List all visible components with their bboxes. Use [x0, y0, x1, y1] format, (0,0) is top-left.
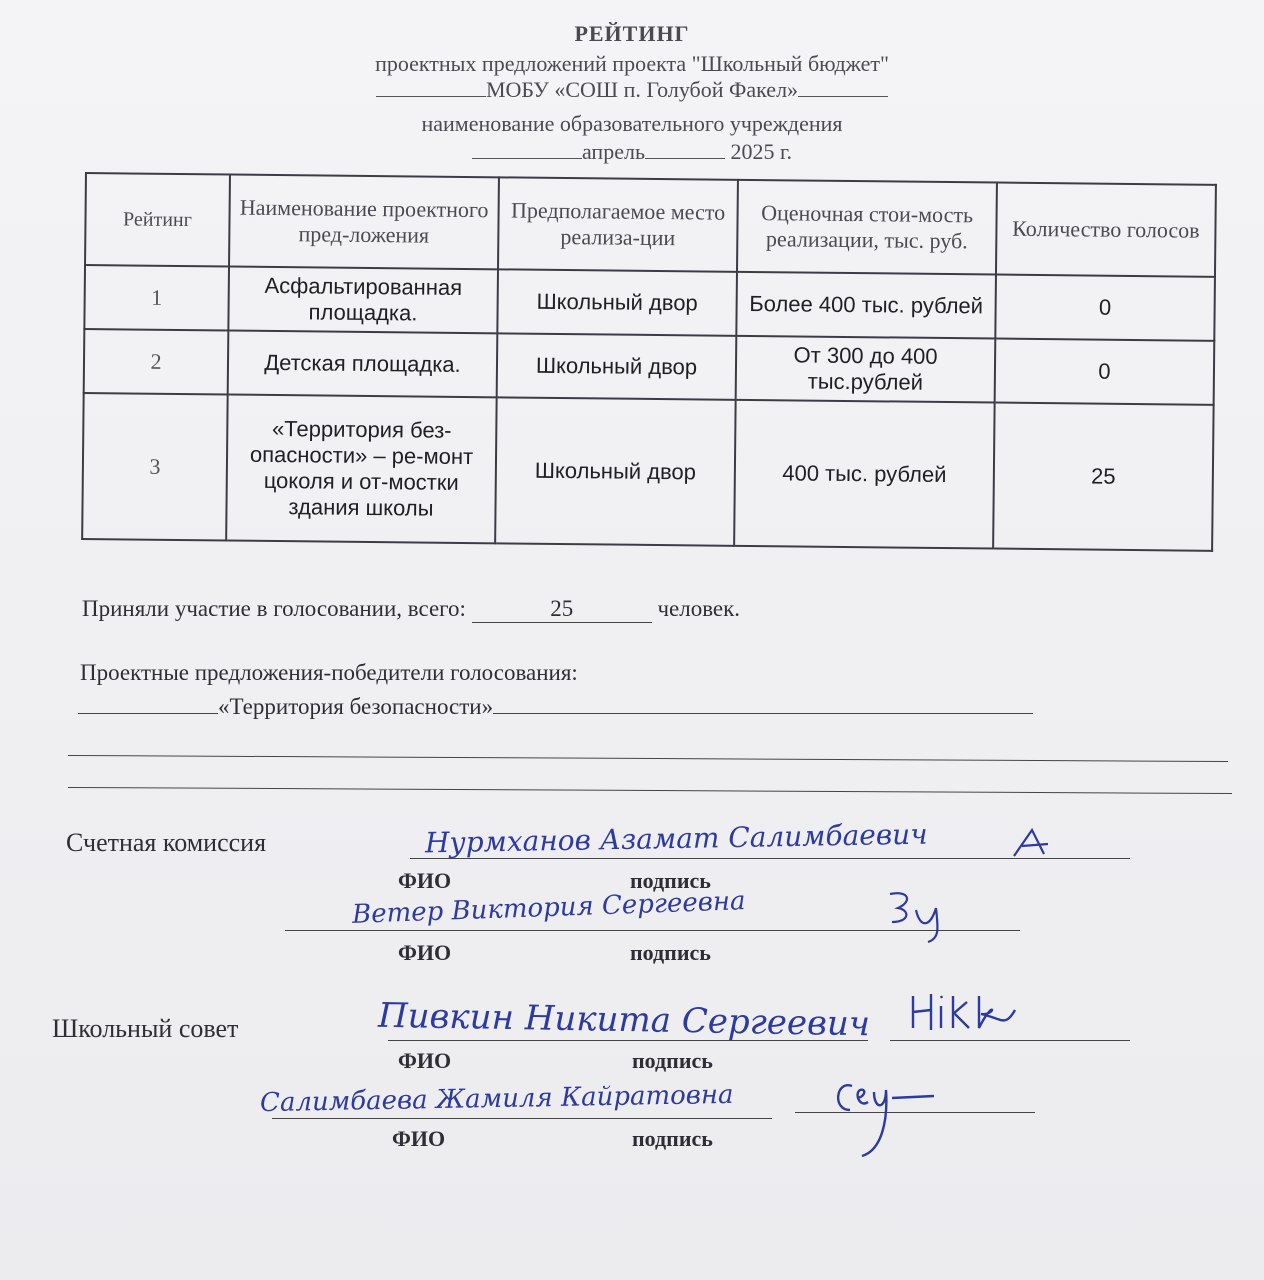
institution-line [0, 78, 1264, 102]
blank-left [472, 140, 582, 159]
commission-member-1-name: Нурмханов Азамат Салимбаевич [424, 817, 928, 860]
date-line [0, 140, 1264, 164]
table-header-row [85, 173, 1216, 277]
year: 2025 г. [730, 139, 793, 164]
fio-caption: ФИО [392, 1126, 446, 1151]
participation-line [82, 596, 740, 623]
participation-suffix: человек. [657, 596, 741, 621]
signature-line [272, 1118, 772, 1119]
sign-caption: подпись [632, 1048, 713, 1073]
header-cost: Оценочная стои-мость реализации, тыс. руб. [737, 180, 997, 275]
signature-mark-icon [822, 1070, 942, 1162]
fio-caption: ФИО [398, 868, 452, 893]
blank-line [68, 787, 1232, 794]
table-row [84, 329, 1215, 405]
cell-cost: 400 тыс. рублей [734, 400, 995, 549]
blank-right [493, 713, 1033, 714]
table-row [84, 265, 1215, 341]
commission-member-2-name: Ветер Виктория Сергеевна [351, 886, 746, 930]
council-member-2-name: Салимбаева Жамиля Кайратовна [259, 1079, 734, 1119]
blank-mid [645, 140, 725, 159]
signature-mark-icon [905, 988, 1035, 1038]
cell-rank: 2 [84, 329, 229, 395]
cell-cost: Более 400 тыс. рублей [736, 272, 996, 339]
cell-place: Школьный двор [495, 397, 736, 545]
council-label: Школьный совет [52, 1014, 239, 1043]
header-rank: Рейтинг [85, 173, 230, 267]
header-votes: Количество голосов [996, 183, 1216, 277]
document-title: РЕЙТИНГ [574, 21, 690, 46]
cell-place: Школьный двор [497, 333, 737, 399]
sign-caption: подпись [630, 940, 711, 965]
council-member-1-name: Пивкин Никита Сергеевич [377, 995, 871, 1045]
cell-votes: 0 [995, 275, 1215, 341]
header-place: Предполагаемое место реализа-ции [498, 177, 738, 271]
sign-caption: подпись [632, 1126, 713, 1151]
cell-rank: 1 [84, 265, 229, 331]
cell-name: Асфальтированная площадка. [228, 267, 498, 334]
institution-caption: наименование образовательного учреждения [421, 111, 843, 136]
participation-prefix: Приняли участие в голосовании, всего: [82, 596, 466, 621]
header-name: Наименование проектного пред-ложения [229, 175, 499, 270]
signature-mark-icon [880, 888, 960, 944]
rating-table [81, 172, 1217, 552]
signature-line [890, 1040, 1130, 1041]
cell-place: Школьный двор [497, 269, 737, 335]
winners-line [78, 694, 1033, 720]
winners-value: «Территория безопасности» [218, 694, 494, 719]
blank-line [68, 755, 1228, 762]
cell-votes: 0 [995, 339, 1215, 405]
cell-rank: 3 [82, 393, 228, 540]
blank-right [798, 78, 888, 97]
blank-left [78, 713, 218, 714]
signature-mark-icon [1010, 826, 1060, 860]
cell-cost: От 300 до 400 тыс.рублей [736, 336, 996, 403]
cell-name: Детская площадка. [228, 331, 498, 398]
fio-caption: ФИО [398, 940, 452, 965]
blank-left [376, 78, 486, 97]
document-subtitle: проектных предложений проекта "Школьный бюджет" [375, 51, 889, 76]
cell-name: «Территория без-опасности» – ре-монт цоколя и от-мостки здания школы [226, 395, 497, 544]
institution-name: МОБУ «СОШ п. Голубой Факел» [485, 77, 799, 102]
commission-label: Счетная комиссия [66, 828, 267, 857]
fio-caption: ФИО [398, 1048, 452, 1073]
month: апрель [581, 139, 645, 164]
sign-caption: подпись [630, 868, 711, 893]
participation-count: 25 [472, 596, 652, 623]
table-row [82, 393, 1213, 551]
winners-label: Проектные предложения-победители голосования: [80, 660, 578, 685]
cell-votes: 25 [993, 403, 1214, 551]
